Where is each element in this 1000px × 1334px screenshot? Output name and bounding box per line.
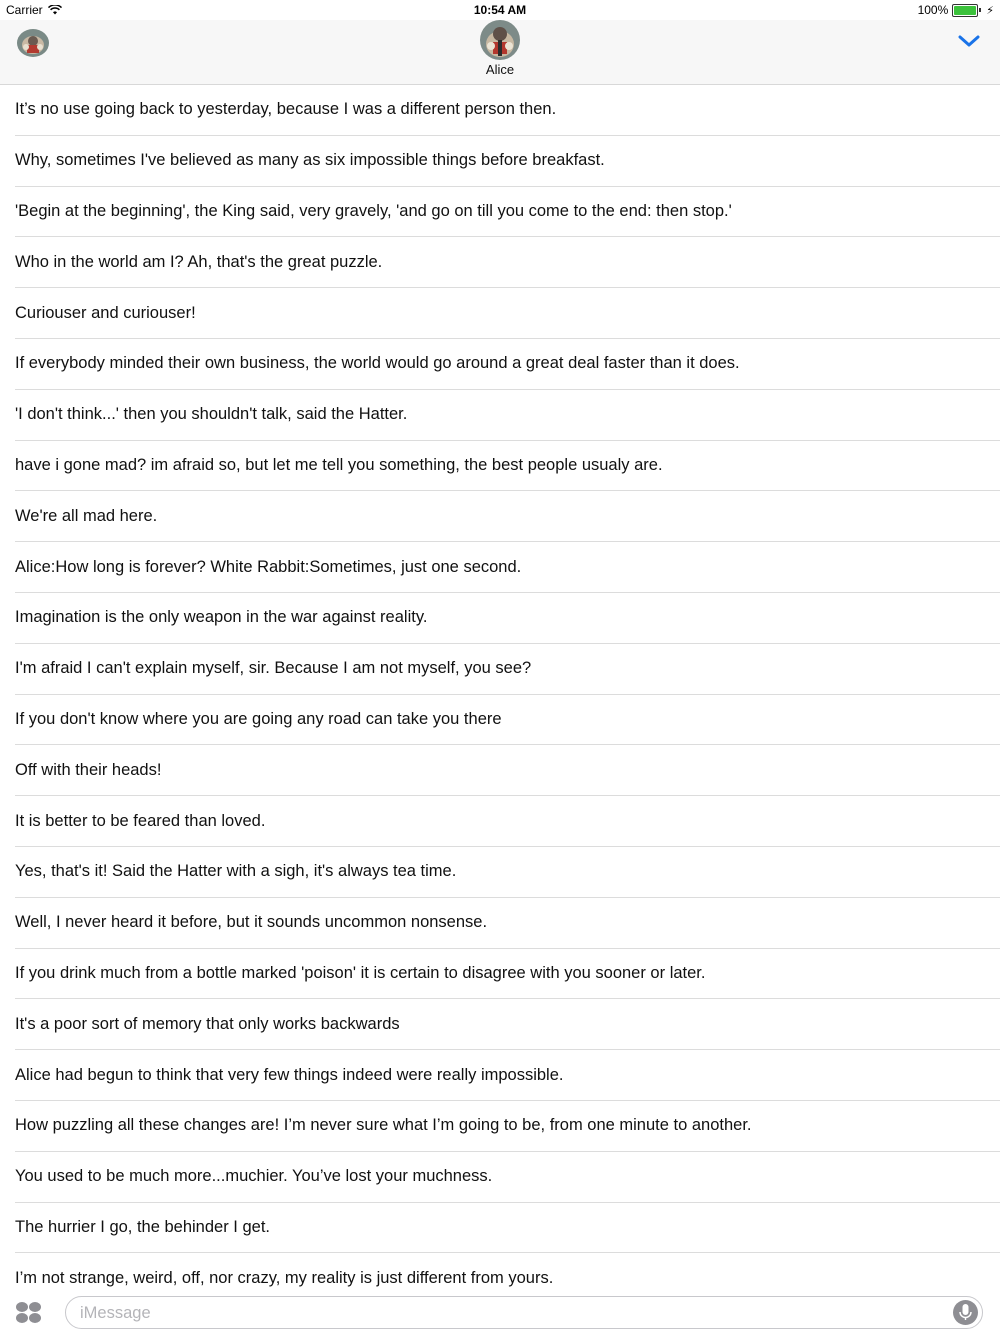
mic-button[interactable] <box>953 1300 978 1325</box>
list-item[interactable]: Why, sometimes I've believed as many as six impossible things before breakfast. <box>15 136 1000 187</box>
chevron-down-icon <box>958 32 980 50</box>
battery-icon <box>952 4 978 17</box>
battery-cap <box>979 8 981 12</box>
charging-bolt-icon: ⚡ <box>986 4 994 17</box>
status-bar <box>0 0 1000 20</box>
app-drawer-button[interactable] <box>15 1301 43 1325</box>
list-item[interactable]: Well, I never heard it before, but it sounds uncommon nonsense. <box>15 898 1000 949</box>
list-item[interactable]: Alice had begun to think that very few things indeed were really impossible. <box>15 1050 1000 1101</box>
list-item[interactable]: You used to be much more...muchier. You’ve lost your muchness. <box>15 1152 1000 1203</box>
list-item[interactable]: Alice:How long is forever? White Rabbit:Sometimes, just one second. <box>15 542 1000 593</box>
header <box>0 20 1000 85</box>
list-item[interactable]: Curiouser and curiouser! <box>15 288 1000 339</box>
list-item[interactable]: I'm afraid I can't explain myself, sir. Because I am not myself, you see? <box>15 644 1000 695</box>
list-item[interactable]: I’m not strange, weird, off, nor crazy, my reality is just different from yours. <box>15 1269 554 1288</box>
microphone-icon <box>953 1300 978 1325</box>
list-item[interactable]: Yes, that's it! Said the Hatter with a sigh, it's always tea time. <box>15 847 1000 898</box>
status-right <box>918 3 994 17</box>
list-item[interactable]: If you drink much from a bottle marked 'poison' it is certain to disagree with you sooner or later. <box>15 949 1000 1000</box>
list-item[interactable]: It's a poor sort of memory that only works backwards <box>15 999 1000 1050</box>
list-item[interactable]: Imagination is the only weapon in the war against reality. <box>15 593 1000 644</box>
app-avatar[interactable] <box>17 29 49 57</box>
message-field <box>65 1296 983 1329</box>
list-item[interactable]: If you don't know where you are going any road can take you there <box>15 695 1000 746</box>
app-drawer-icon <box>15 1301 43 1325</box>
contact-avatar[interactable] <box>480 20 520 60</box>
list-item[interactable]: It is better to be feared than loved. <box>15 796 1000 847</box>
battery-level <box>954 6 976 15</box>
collapse-button[interactable] <box>958 32 980 50</box>
list-item[interactable]: have i gone mad? im afraid so, but let me tell you something, the best people usualy are. <box>15 441 1000 492</box>
list-item[interactable]: It’s no use going back to yesterday, because I was a different person then. <box>15 85 1000 136</box>
message-input[interactable] <box>78 1297 942 1330</box>
contact-name: Alice <box>485 62 515 77</box>
list-item[interactable]: The hurrier I go, the behinder I get. <box>15 1203 1000 1254</box>
status-time: 10:54 AM <box>473 3 527 17</box>
message-input-bar <box>0 1290 1000 1334</box>
list-item[interactable]: Who in the world am I? Ah, that's the great puzzle. <box>15 237 1000 288</box>
carrier-label: Carrier <box>6 3 43 17</box>
list-item[interactable]: Off with their heads! <box>15 745 1000 796</box>
contact-avatar-icon <box>480 20 520 60</box>
battery-percent: 100% <box>917 3 949 17</box>
list-item[interactable]: 'Begin at the beginning', the King said, very gravely, 'and go on till you come to the end: then stop.' <box>15 187 1000 238</box>
quote-list <box>0 85 1000 1304</box>
list-item[interactable]: We're all mad here. <box>15 491 1000 542</box>
list-item[interactable]: 'I don't think...' then you shouldn't talk, said the Hatter. <box>15 390 1000 441</box>
app-avatar-icon <box>17 29 49 57</box>
list-item[interactable]: If everybody minded their own business, the world would go around a great deal faster than it does. <box>15 339 1000 390</box>
list-item[interactable]: How puzzling all these changes are! I’m never sure what I’m going to be, from one minute to another. <box>15 1101 1000 1152</box>
